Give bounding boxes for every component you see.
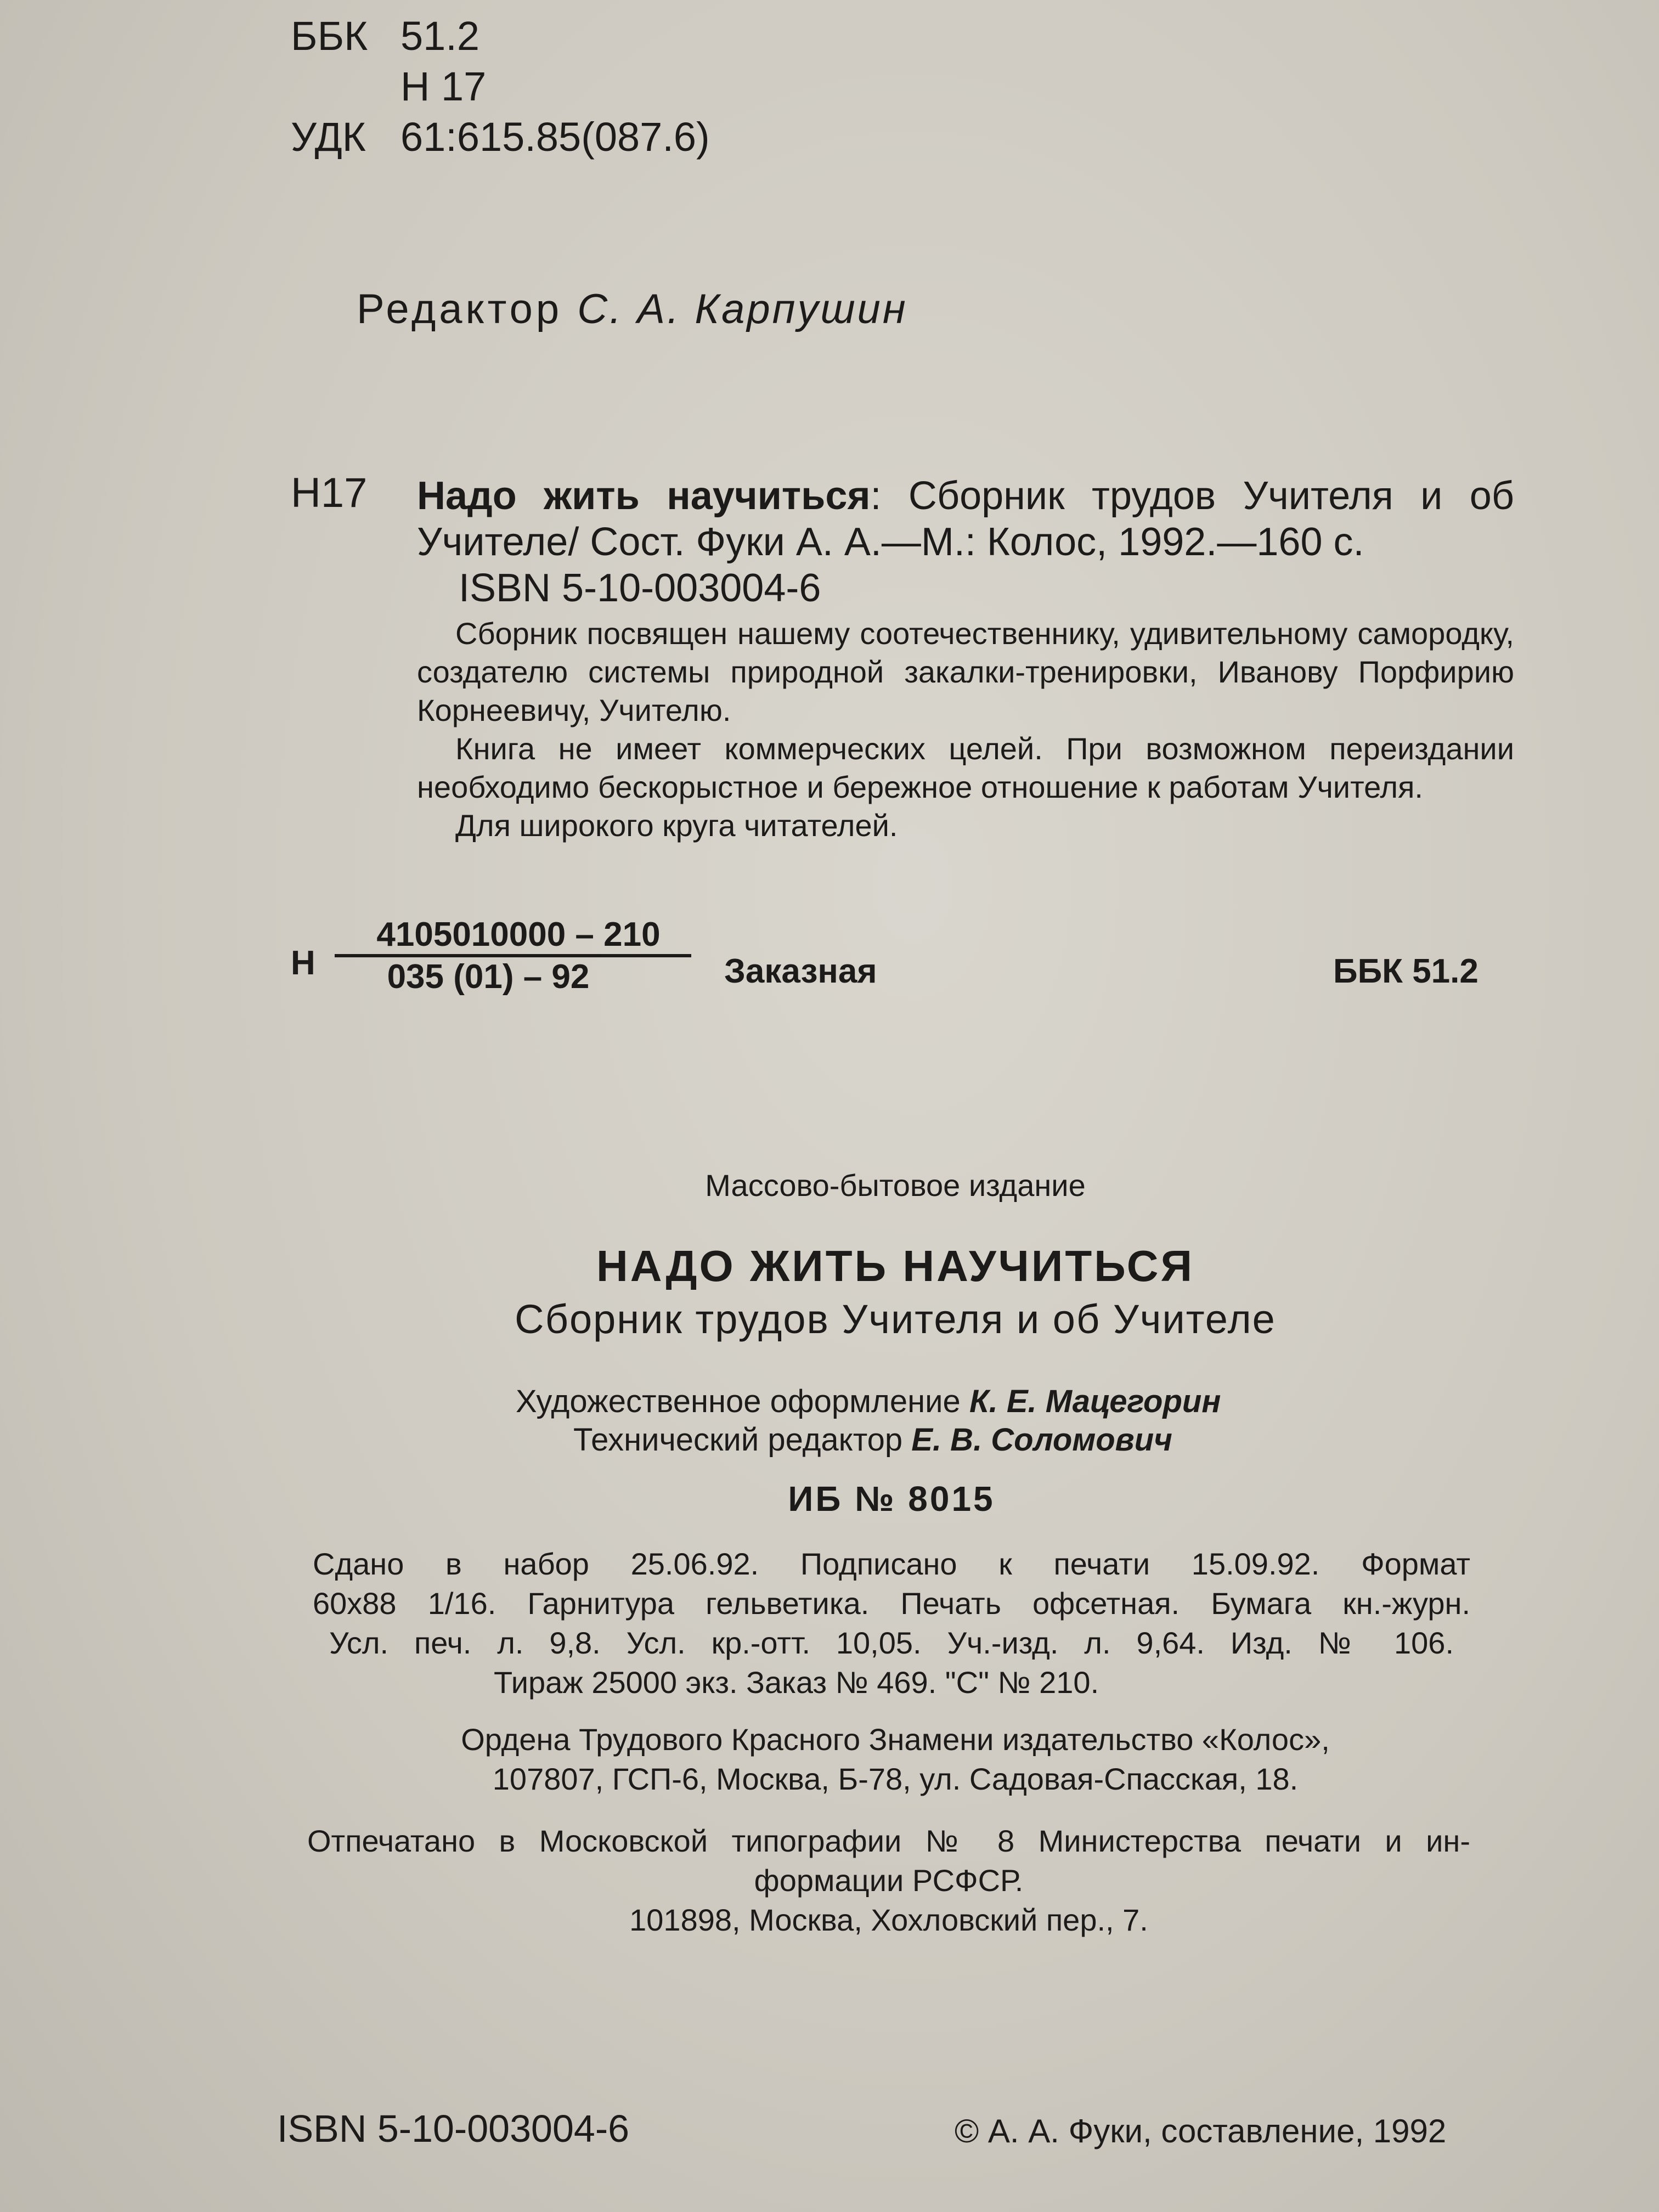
printer-block <box>307 1821 1470 1940</box>
catalog-block <box>291 11 710 162</box>
entry-title: Надо жить научиться <box>417 474 871 518</box>
editor-label: Редактор <box>357 286 563 332</box>
footer-isbn: ISBN 5-10-003004-6 <box>277 2107 630 2150</box>
art-name: К. Е. Мацегорин <box>969 1384 1221 1419</box>
credits-block <box>516 1383 1221 1459</box>
index-letter: Н <box>291 944 315 982</box>
tech-name: Е. В. Соломович <box>911 1422 1172 1458</box>
udk-line <box>291 112 710 162</box>
print-line-3: Усл. печ. л. 9,8. Усл. кр.-отт. 10,05. Уч.-изд. л. 9,64. Изд. № 106. <box>329 1626 1454 1660</box>
print-details <box>313 1544 1470 1702</box>
annotation-2: Книга не имеет коммерческих целей. При возможном переиздании необходимо бескорыстное и бережное отношение к работам Учителя. <box>417 731 1514 804</box>
imprint-title: НАДО ЖИТЬ НАУЧИТЬСЯ <box>596 1242 1194 1290</box>
imprint-subtitle: Сборник трудов Учителя и об Учителе <box>515 1296 1276 1342</box>
entry-rest: : Сборник трудов Учителя и об Учителе/ Сост. Фуки А. А.—М.: Колос, 1992.—160 с. <box>417 474 1514 564</box>
printer-line-3: 101898, Москва, Хохловский пер., 7. <box>629 1903 1148 1937</box>
art-label: Художественное оформление <box>516 1384 961 1419</box>
index-numerator: 4105010000 – 210 <box>376 916 661 953</box>
udk-label: УДК <box>291 114 366 160</box>
printer-line-1: Отпечатано в Московской типографии № 8 Министерства печати и ин- <box>307 1824 1470 1858</box>
editor-name: С. А. Карпушин <box>577 286 908 332</box>
index-bbk: ББК 51.2 <box>1333 952 1479 990</box>
print-line-4: Тираж 25000 экз. Заказ № 469. "С" № 210. <box>494 1665 1099 1700</box>
annotation-1: Сборник посвящен нашему соотечественнику, удивительному самородку, создателю системы природной закалки-тренировки, Иванову Порфирию Корнеевичу, Учителю. <box>417 616 1514 727</box>
entry-main <box>417 473 1514 565</box>
print-line-2: 60х88 1/16. Гарнитура гельветика. Печать офсетная. Бумага кн.-журн. <box>313 1586 1470 1621</box>
index-denominator: 035 (01) – 92 <box>387 958 590 996</box>
author-mark: Н 17 <box>400 64 487 109</box>
edition-type: Массово-бытовое издание <box>705 1168 1086 1203</box>
publisher-line-2: 107807, ГСП-6, Москва, Б-78, ул. Садовая-Спасская, 18. <box>492 1762 1299 1796</box>
art-credit <box>516 1383 1221 1421</box>
print-line-1: Сдано в набор 25.06.92. Подписано к печати 15.09.92. Формат <box>313 1547 1470 1581</box>
ib-number: ИБ № 8015 <box>788 1479 995 1519</box>
publisher-line-1: Ордена Трудового Красного Знамени издательство «Колос», <box>461 1722 1330 1757</box>
bbk-label: ББК <box>291 13 368 59</box>
tech-label: Технический редактор <box>573 1422 903 1458</box>
annotation-3: Для широкого круга читателей. <box>455 808 898 843</box>
author-mark-line <box>291 61 710 112</box>
printer-line-2: формации РСФСР. <box>754 1863 1024 1898</box>
entry-code: Н17 <box>291 470 368 516</box>
copyright-symbol: © <box>955 2113 979 2149</box>
entry-isbn: ISBN 5-10-003004-6 <box>459 566 821 610</box>
copyright-line <box>955 2112 1446 2150</box>
bbk-value: 51.2 <box>400 13 480 59</box>
tech-credit <box>516 1421 1221 1459</box>
copyright-text: А. А. Фуки, составление, 1992 <box>988 2113 1447 2149</box>
editor-line <box>357 285 908 333</box>
index-fraction <box>335 915 702 996</box>
bbk-line <box>291 11 710 61</box>
udk-value: 61:615.85(087.6) <box>400 114 710 160</box>
index-type: Заказная <box>724 952 877 990</box>
publisher-block <box>0 1720 1659 1799</box>
bibliographic-entry <box>417 473 1514 845</box>
